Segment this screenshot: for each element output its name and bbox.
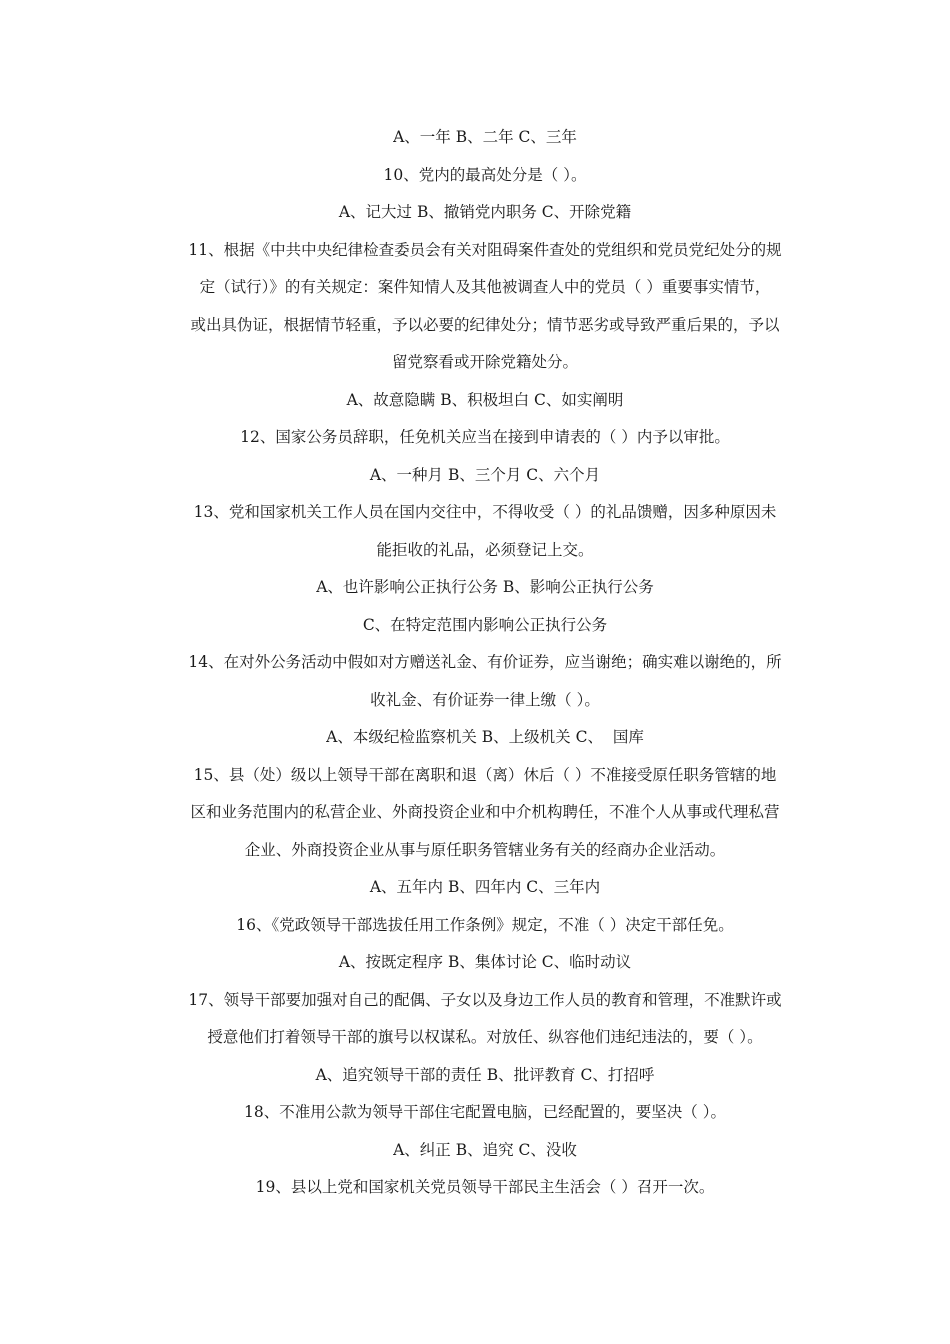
text-line: 能拒收的礼品，必须登记上交。	[376, 540, 594, 559]
text-line: 或出具伪证，根据情节轻重，予以必要的纪律处分；情节恶劣或导致严重后果的，予以	[190, 315, 780, 334]
text-line: 12、国家公务员辞职，任免机关应当在接到申请表的（ ）内予以审批。	[240, 428, 730, 446]
text-line: 定（试行）》的有关规定：案件知情人及其他被调查人中的党员（ ）重要事实情节，	[199, 278, 771, 296]
text-line: A、纠正 B、追究 C、没收	[393, 1140, 577, 1159]
text-line: A、故意隐瞒 B、积极坦白 C、如实阐明	[346, 390, 624, 409]
text-line: A、一种月 B、三个月 C、六个月	[369, 465, 601, 484]
text-line: 16、《党政领导干部选拔任用工作条例》规定，不准（ ）决定干部任免。	[236, 915, 734, 934]
text-line: 10、党内的最高处分是（ ）。	[383, 165, 587, 184]
text-line: A、追究领导干部的责任 B、批评教育 C、打招呼	[315, 1065, 655, 1084]
text-line: A、五年内 B、四年内 C、三年内	[369, 878, 601, 896]
text-line: 17、领导干部要加强对自己的配偶、子女以及身边工作人员的教育和管理，不准默许或	[188, 990, 782, 1009]
text-line: 14、在对外公务活动中假如对方赠送礼金、有价证券，应当谢绝；确实难以谢绝的，所	[188, 653, 782, 671]
text-line: 18、不准用公款为领导干部住宅配置电脑，已经配置的，要坚决（ ）。	[244, 1103, 726, 1121]
text-line: A、一年 B、二年 C、三年	[393, 128, 577, 146]
text-line: 区和业务范围内的私营企业、外商投资企业和中介机构聘任，不准个人从事或代理私营	[190, 803, 780, 821]
text-line: A、本级纪检监察机关 B、上级机关 C、 国库	[326, 728, 644, 746]
text-line: 留党察看或开除党籍处分。	[391, 353, 578, 371]
text-line: A、按既定程序 B、集体讨论 C、临时动议	[338, 953, 632, 971]
text-line: A、记大过 B、撤销党内职务 C、开除党籍	[338, 203, 632, 221]
text-line: C、在特定范围内影响公正执行公务	[362, 615, 608, 634]
document-page	[160, 119, 810, 1207]
text-line: A、也许影响公正执行公务 B、影响公正执行公务	[316, 578, 654, 596]
text-line: 11、根据《中共中央纪律检查委员会有关对阻碍案件查处的党组织和党员党纪处分的规	[188, 240, 782, 259]
text-line: 15、县（处）级以上领导干部在离职和退（离）休后（ ）不准接受原任职务管辖的地	[193, 765, 777, 784]
text-line: 19、县以上党和国家机关党员领导干部民主生活会（ ）召开一次。	[255, 1178, 715, 1196]
text-line: 收礼金、有价证券一律上缴（ ）。	[370, 690, 600, 709]
text-line: 13、党和国家机关工作人员在国内交往中，不得收受（ ）的礼品馈赠，因多种原因未	[193, 503, 777, 521]
text-line: 企业、外商投资企业从事与原任职务管辖业务有关的经商办企业活动。	[244, 840, 726, 859]
text-line: 授意他们打着领导干部的旗号以权谋私。对放任、纵容他们违纪违法的，要（ ）。	[207, 1028, 763, 1046]
